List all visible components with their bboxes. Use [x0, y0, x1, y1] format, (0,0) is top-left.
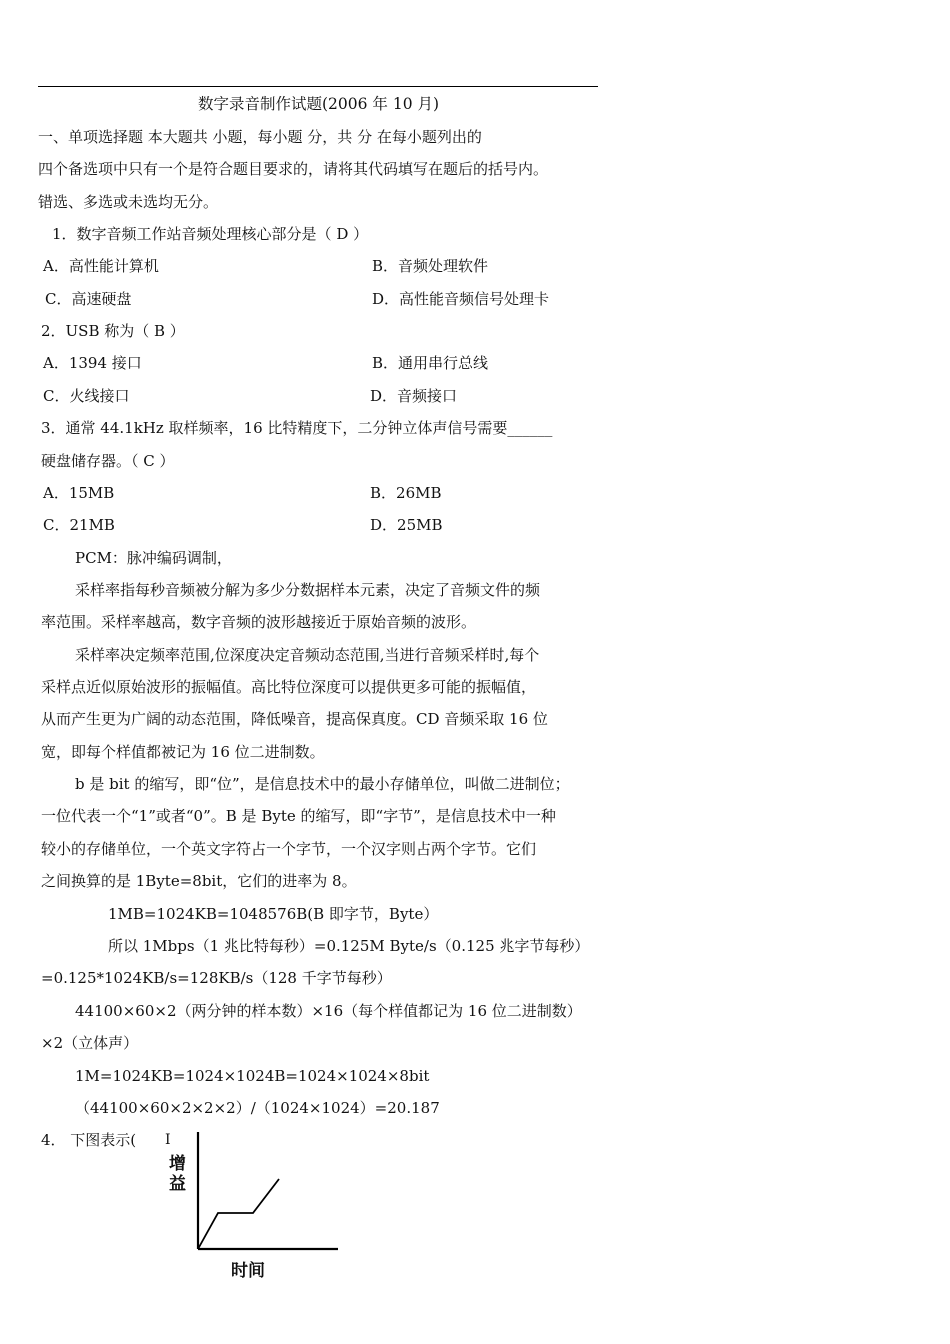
q3-option-c: C．21MB	[43, 516, 115, 534]
graph-xlabel: 时间	[231, 1261, 265, 1281]
q2-option-a: A．1394 接口	[43, 354, 142, 372]
q3-option-b: B．26MB	[370, 484, 442, 502]
note-p3-line4: 之间换算的是 1Byte=8bit，它们的进率为 8。	[41, 872, 357, 890]
q1-option-c: C．高速硬盘	[45, 290, 132, 308]
section-intro-line3: 错选、多选或未选均无分。	[38, 193, 219, 211]
graph-ylabel: 增益	[169, 1154, 186, 1194]
note-p2-line3: 从而产生更为广阔的动态范围，降低噪音，提高保真度。CD 音频采取 16 位	[41, 710, 548, 728]
formula-2-line2: =0.125*1024KB/s=128KB/s（128 千字节每秒）	[41, 969, 392, 987]
q1-option-d: D．高性能音频信号处理卡	[372, 290, 550, 308]
formula-5: （44100×60×2×2×2）/（1024×1024）=20.187	[75, 1099, 440, 1117]
cut-off-glyph: I	[165, 1132, 171, 1148]
q2-option-b: B．通用串行总线	[372, 354, 489, 372]
q1-stem: 1．数字音频工作站音频处理核心部分是（ D ）	[52, 225, 369, 243]
header-rule	[38, 86, 598, 87]
q3-stem-line2: 硬盘储存器。（ C ）	[41, 452, 175, 470]
note-p3-line3: 较小的存储单位，一个英文字符占一个字节，一个汉字则占两个字节。它们	[41, 840, 537, 858]
q3-option-a: A．15MB	[43, 484, 115, 502]
gain-curve	[198, 1179, 279, 1249]
note-p3-line2: 一位代表一个“1”或者“0”。B 是 Byte 的缩写，即“字节”，是信息技术中一种	[41, 807, 556, 825]
section-intro-line1: 一、单项选择题 本大题共 小题，每小题 分，共 分 在每小题列出的	[38, 128, 482, 146]
formula-2-line1: 所以 1Mbps（1 兆比特每秒）=0.125M Byte/s（0.125 兆字节每秒）	[108, 937, 590, 955]
section-intro-line2: 四个备选项中只有一个是符合题目要求的，请将其代码填写在题后的括号内。	[38, 160, 549, 178]
note-p1-line1: 采样率指每秒音频被分解为多少分数据样本元素，决定了音频文件的频	[75, 581, 541, 599]
q3-option-d: D．25MB	[370, 516, 443, 534]
q1-option-b: B．音频处理软件	[372, 257, 489, 275]
note-p2-line4: 宽，即每个样值都被记为 16 位二进制数。	[41, 743, 325, 761]
formula-1: 1MB=1024KB=1048576B(B 即字节，Byte）	[108, 905, 439, 923]
q4-stem: 4． 下图表示(	[41, 1131, 137, 1149]
formula-3-line1: 44100×60×2（两分钟的样本数）×16（每个样值都记为 16 位二进制数）	[75, 1002, 582, 1020]
note-p3-line1: b 是 bit 的缩写，即“位”，是信息技术中的最小存储单位，叫做二进制位；	[75, 775, 570, 793]
formula-4: 1M=1024KB=1024×1024B=1024×1024×8bit	[75, 1067, 430, 1085]
formula-3-line2: ×2（立体声）	[41, 1034, 139, 1052]
q2-option-d: D．音频接口	[370, 387, 458, 405]
q1-option-a: A．高性能计算机	[43, 257, 159, 275]
q2-option-c: C．火线接口	[43, 387, 130, 405]
note-p2-line2: 采样点近似原始波形的振幅值。高比特位深度可以提供更多可能的振幅值，	[41, 678, 537, 696]
note-p1-line2: 率范围。采样率越高，数字音频的波形越接近于原始音频的波形。	[41, 613, 477, 631]
page-title: 数字录音制作试题(2006 年 10 月)	[198, 95, 440, 113]
q3-stem-line1: 3．通常 44.1kHz 取样频率，16 比特精度下，二分钟立体声信号需要______	[41, 419, 553, 437]
q2-stem: 2．USB 称为（ B ）	[41, 322, 185, 340]
note-p2-line1: 采样率决定频率范围,位深度决定音频动态范围,当进行音频采样时,每个	[75, 646, 540, 664]
gain-time-graph	[165, 1128, 345, 1280]
note-pcm: PCM：脉冲编码调制，	[75, 549, 232, 567]
